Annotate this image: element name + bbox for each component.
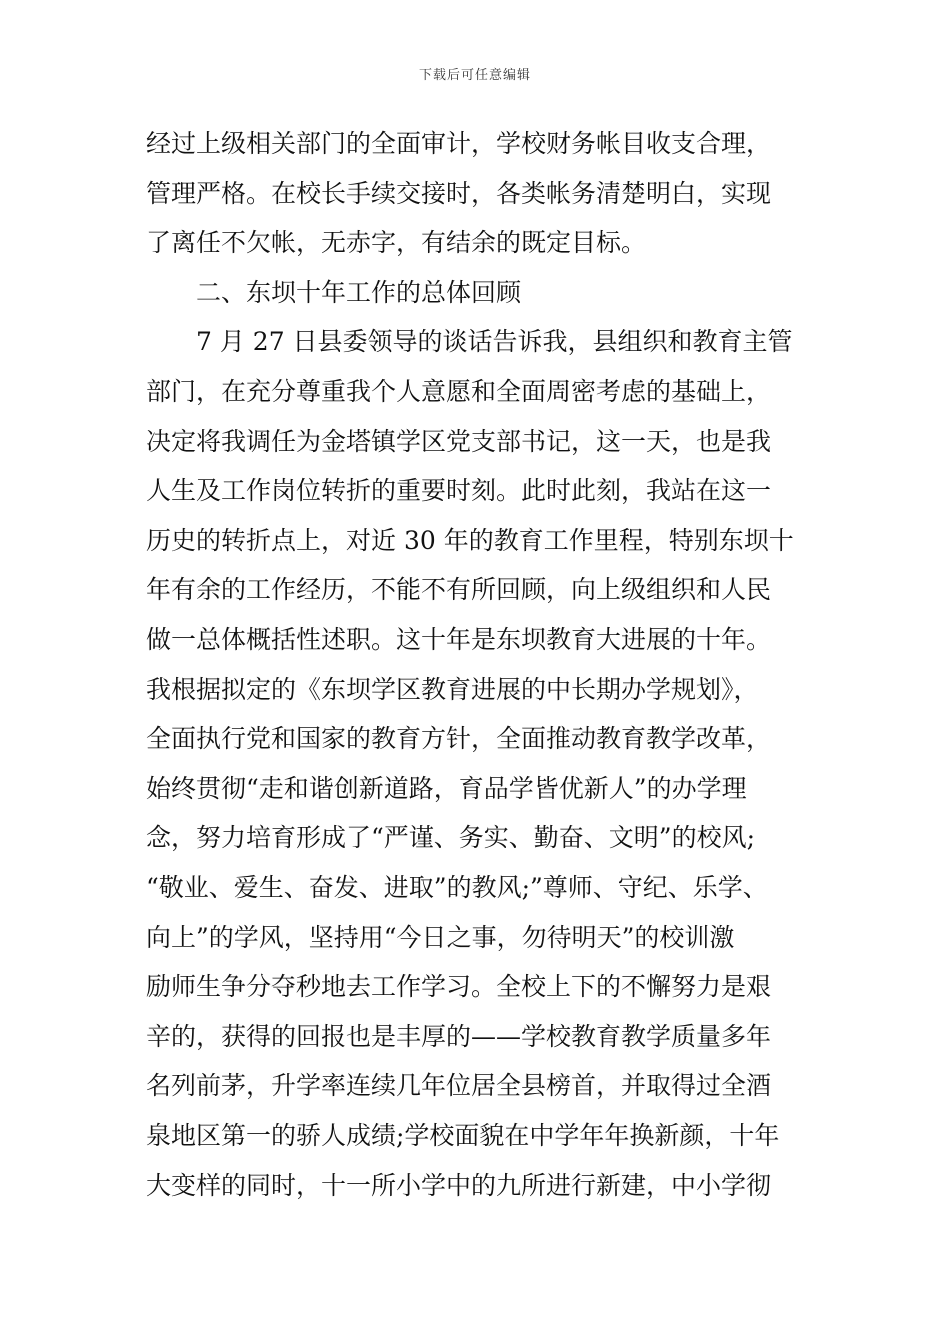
text-line: 历史的转折点上，对近 30 年的教育工作里程，特别东坝十	[146, 526, 794, 555]
text-line: “敬业、爱生、奋发、进取”的教风;”尊师、守纪、乐学、	[146, 873, 768, 902]
text-line: 决定将我调任为金塔镇学区党支部书记，这一天，也是我	[146, 427, 772, 456]
text-line: 向上”的学风，坚持用“今日之事，勿待明天”的校训激	[146, 923, 735, 952]
text-line: 管理严格。在校长手续交接时，各类帐务清楚明白，实现	[146, 179, 772, 208]
text-line: 做一总体概括性述职。这十年是东坝教育大进展的十年。	[146, 625, 772, 654]
text-line: 我根据拟定的《东坝学区教育进展的中长期办学规划》，	[146, 675, 759, 704]
text-line: 部门，在充分尊重我个人意愿和全面周密考虑的基础上，	[146, 377, 772, 406]
text-line: 励师生争分夺秒地去工作学习。全校上下的不懈努力是艰	[146, 972, 772, 1001]
text-line: 了离任不欠帐，无赤字，有结余的既定目标。	[146, 228, 647, 257]
text-line: 经过上级相关部门的全面审计，学校财务帐目收支合理，	[146, 129, 772, 158]
text-line: 念，努力培育形成了“严谨、务实、勤奋、文明”的校风;	[146, 823, 755, 852]
text-line: 泉地区第一的骄人成绩;学校面貌在中学年年换新颜，十年	[146, 1121, 780, 1150]
text-line: 大变样的同时，十一所小学中的九所进行新建，中小学彻	[146, 1171, 772, 1200]
text-line: 名列前茅，升学率连续几年位居全县榜首，并取得过全酒	[146, 1071, 772, 1100]
text-line: 人生及工作岗位转折的重要时刻。此时此刻，我站在这一	[146, 476, 772, 505]
page-header: 下载后可任意编辑	[418, 68, 531, 83]
text-line: 二、东坝十年工作的总体回顾	[196, 278, 522, 307]
text-line: 年有余的工作经历，不能不有所回顾，向上级组织和人民	[146, 575, 772, 604]
text-line: 始终贯彻“走和谐创新道路，育品学皆优新人”的办学理	[146, 774, 747, 803]
text-line: 辛的，获得的回报也是丰厚的——学校教育教学质量多年	[146, 1022, 772, 1051]
text-line: 全面执行党和国家的教育方针，全面推动教育教学改革，	[146, 724, 772, 753]
text-line: 7 月 27 日县委领导的谈话告诉我，县组织和教育主管	[196, 327, 793, 356]
